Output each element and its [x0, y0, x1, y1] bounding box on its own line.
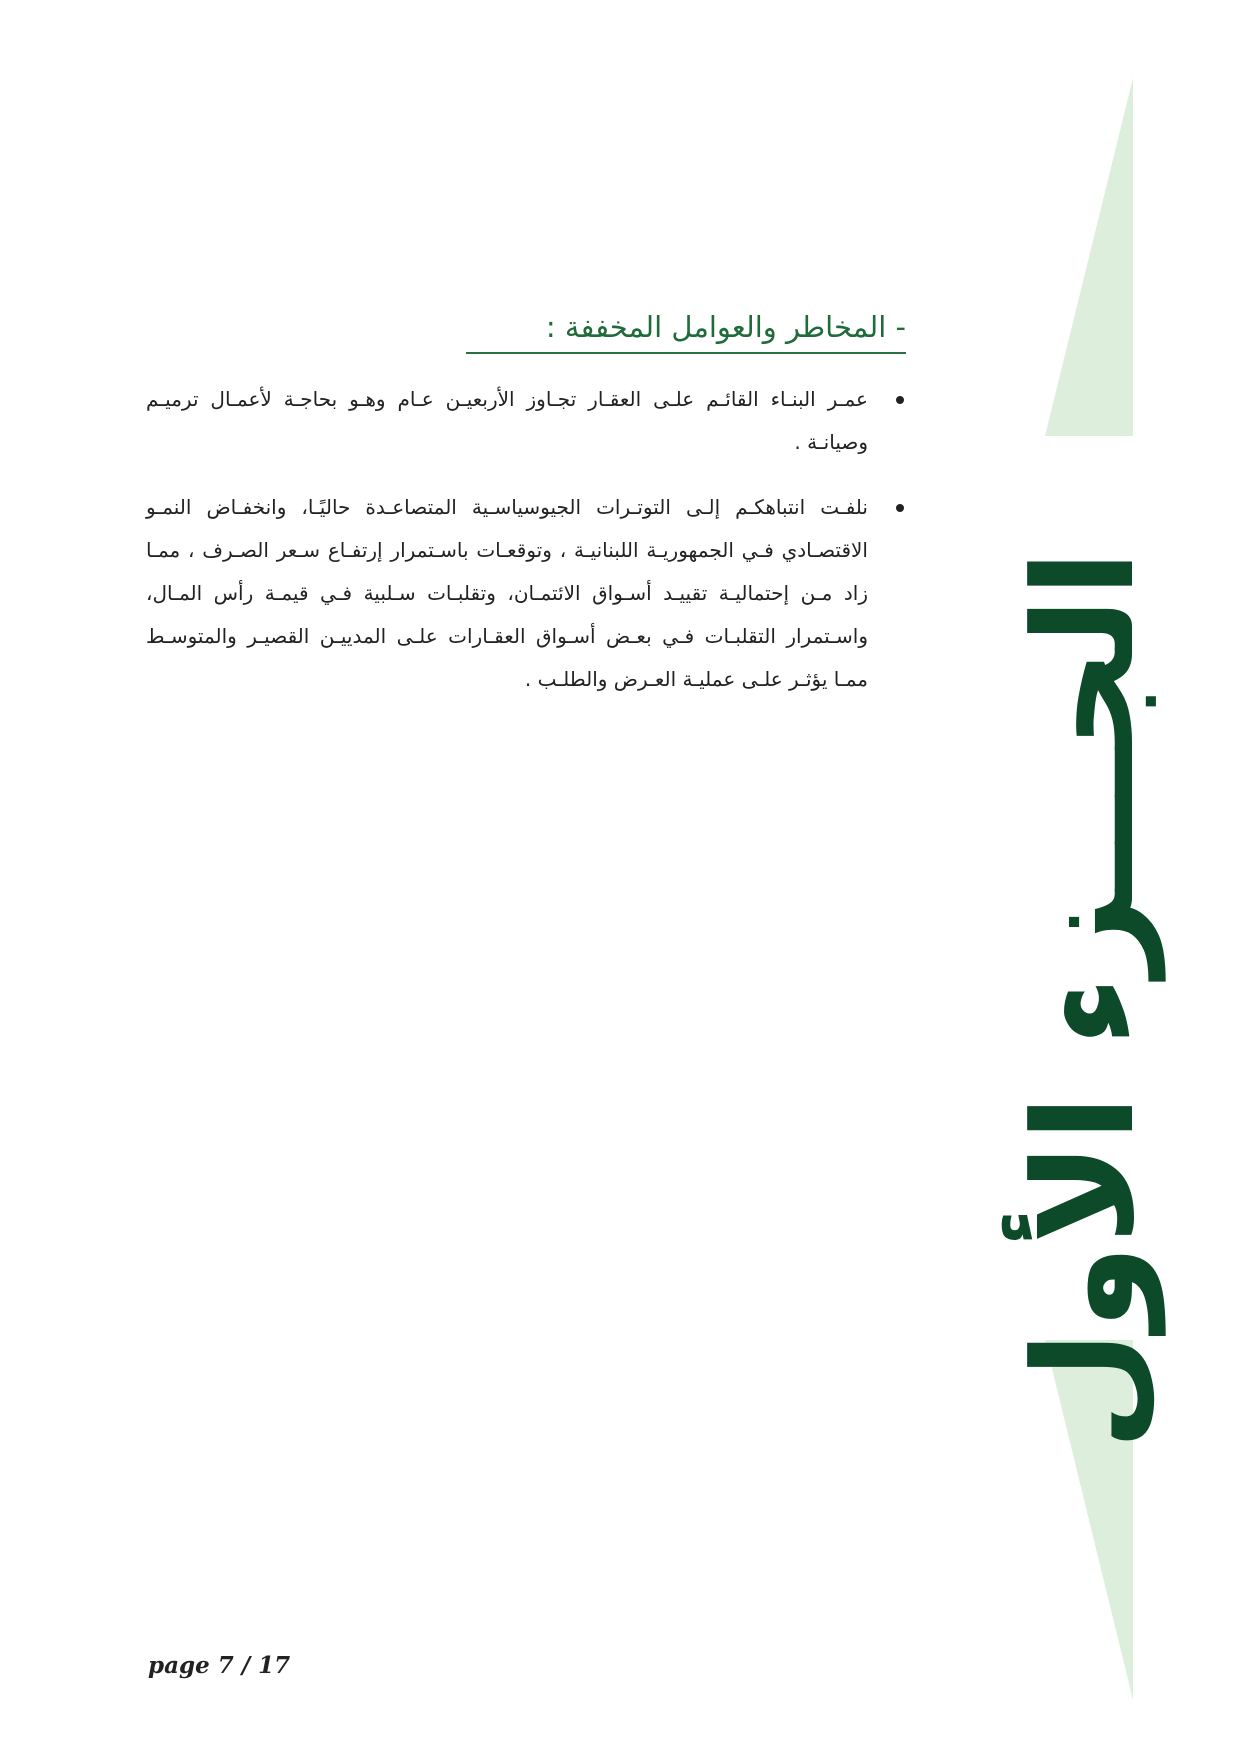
- bullet-dot-icon: [896, 504, 904, 512]
- list-item: [146, 486, 906, 701]
- bullet-dot-icon: [896, 396, 904, 404]
- list-item-text: نلفـت انتباهكـم إلـى التوتـرات الجيوسياسـية المتصاعـدة حاليًـا، وانخفـاض النمـو الاقتصـادي فـي الجمهوريـة اللبنانيـة ، وتوقعـات باسـتمرار إرتفـاع سـعر الصـرف ، ممـا زاد مـن إحتماليـة تقييـد أسـواق الائتمـان، وتقلبـات سـلبية فـي قيمـة رأس المـال، واسـتمرار التقلبـات فـي بعـض أسـواق العقـارات علـى المدييـن القصيـر والمتوسـط ممـا يؤثـر علـى عمليـة العـرض والطلـب .: [146, 495, 868, 691]
- top-triangle-decoration: [1045, 78, 1133, 436]
- section-heading: - المخاطر والعوامل المخففة :: [466, 310, 906, 354]
- list-item-text: عمـر البنـاء القائـم علـى العقـار تجـاوز الأربعيـن عـام وهـو بحاجـة لأعمـال ترميـم وصيانـة .: [146, 387, 868, 454]
- bullet-list: [146, 378, 906, 723]
- part-title-vertical: الجـــزء الأول: [1004, 549, 1165, 1451]
- list-item: [146, 378, 906, 464]
- page-number: page 7 / 17: [148, 1652, 291, 1679]
